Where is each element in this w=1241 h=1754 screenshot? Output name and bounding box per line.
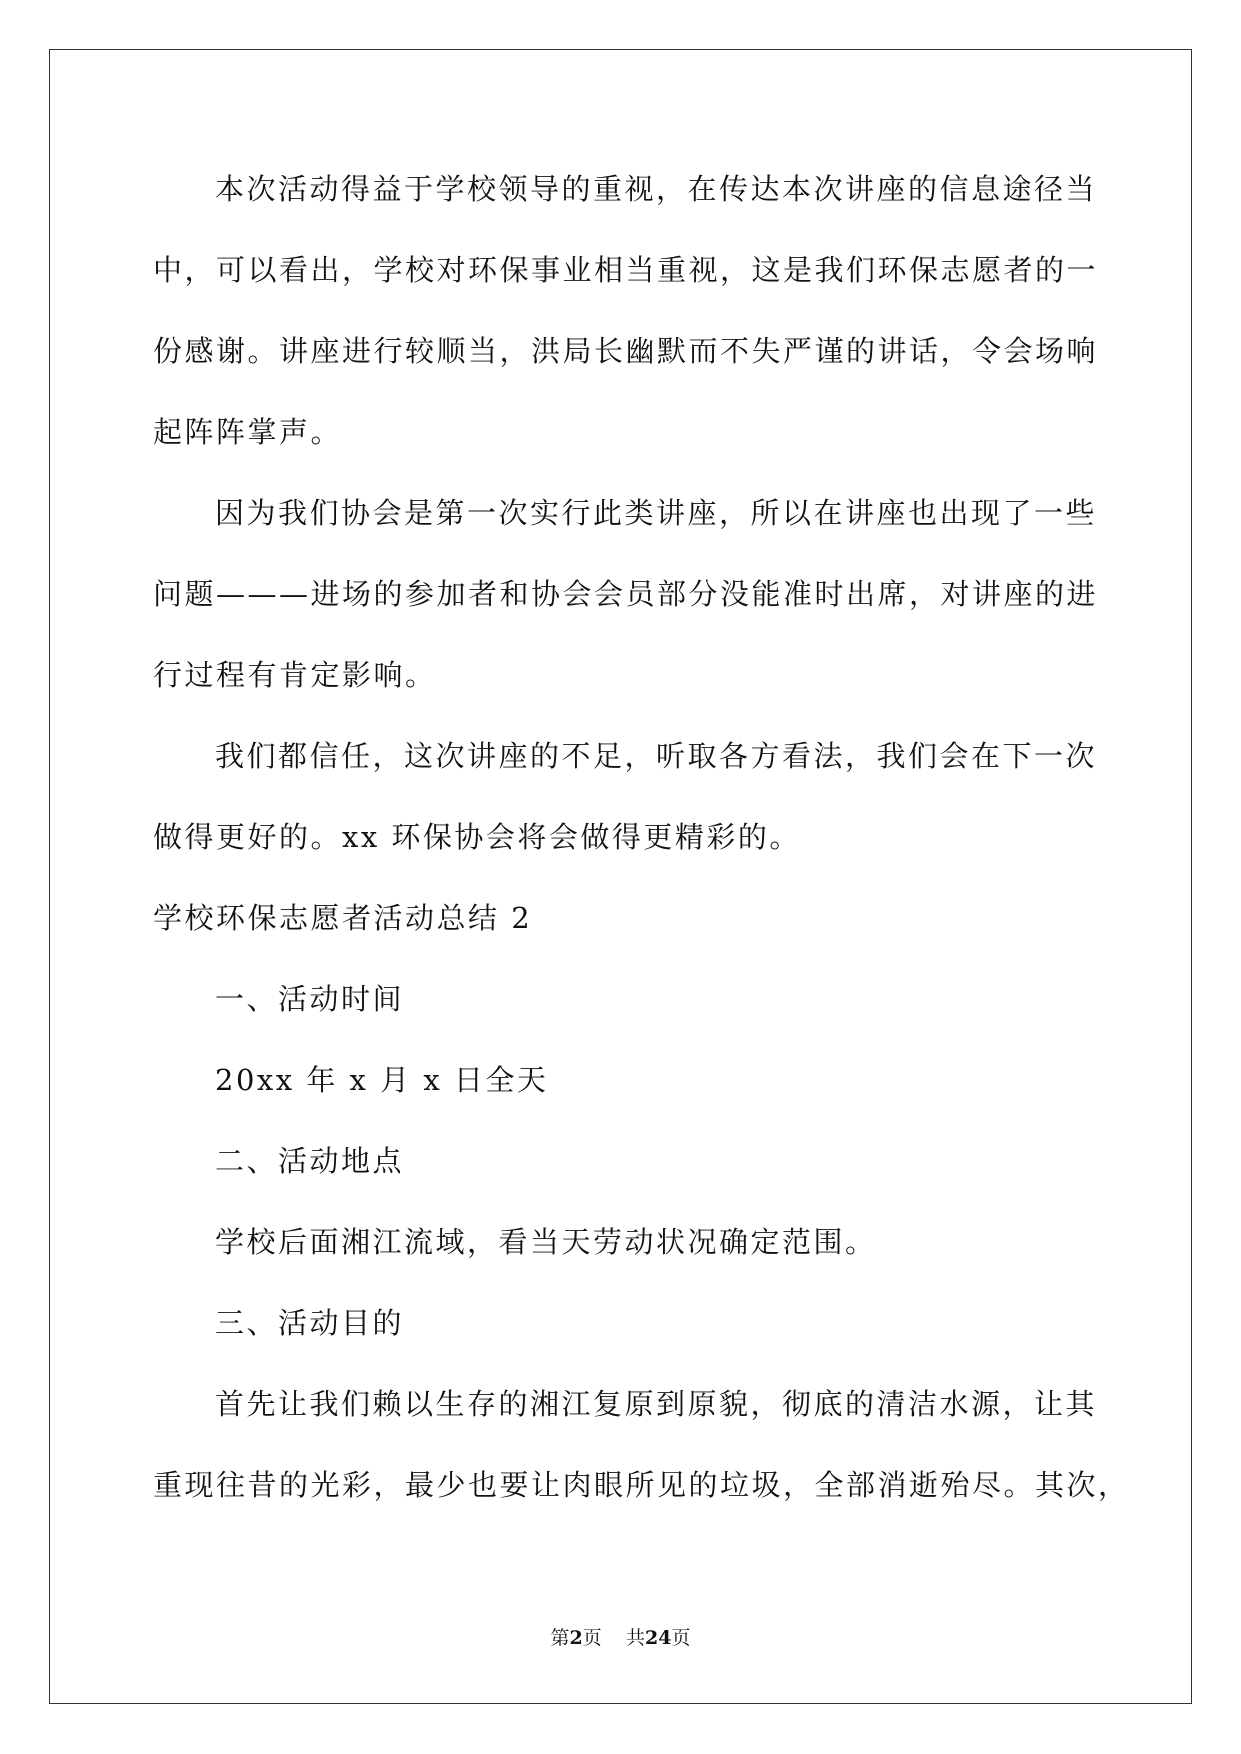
total-prefix: 共	[625, 1627, 645, 1649]
paragraph-line: 20xx 年 x 月 x 日全天	[215, 1063, 549, 1097]
paragraph-line: 学校后面湘江流域，看当天劳动状况确定范围。	[215, 1225, 877, 1259]
paragraph-line: 因为我们协会是第一次实行此类讲座，所以在讲座也出现了一些	[215, 496, 1098, 530]
page-number: 2	[569, 1627, 583, 1649]
section-heading: 一、活动时间	[215, 982, 405, 1016]
page-prefix: 第	[550, 1627, 570, 1649]
page-footer	[0, 1625, 1241, 1651]
paragraph-line: 中，可以看出，学校对环保事业相当重视，这是我们环保志愿者的一	[153, 253, 1099, 287]
paragraph-line: 问题———进场的参加者和协会会员部分没能准时出席，对讲座的进	[153, 577, 1099, 611]
section-title: 学校环保志愿者活动总结 2	[153, 901, 533, 935]
paragraph-line: 做得更好的。xx 环保协会将会做得更精彩的。	[153, 820, 801, 854]
section-heading: 三、活动目的	[215, 1306, 405, 1340]
paragraph-line: 份感谢。讲座进行较顺当，洪局长幽默而不失严谨的讲话，令会场响	[153, 334, 1099, 368]
paragraph-line: 重现往昔的光彩，最少也要让肉眼所见的垃圾，全部消逝殆尽。其次，	[153, 1468, 1130, 1502]
total-suffix: 页	[671, 1627, 691, 1649]
paragraph-line: 行过程有肯定影响。	[153, 658, 437, 692]
total-pages: 24	[644, 1627, 672, 1649]
paragraph-line: 本次活动得益于学校领导的重视，在传达本次讲座的信息途径当	[215, 172, 1098, 206]
page-suffix: 页	[582, 1627, 602, 1649]
paragraph-line: 起阵阵掌声。	[153, 415, 343, 449]
page-border	[49, 49, 1192, 1704]
paragraph-line: 首先让我们赖以生存的湘江复原到原貌，彻底的清洁水源，让其	[215, 1387, 1098, 1421]
section-heading: 二、活动地点	[215, 1144, 405, 1178]
paragraph-line: 我们都信任，这次讲座的不足，听取各方看法，我们会在下一次	[215, 739, 1098, 773]
